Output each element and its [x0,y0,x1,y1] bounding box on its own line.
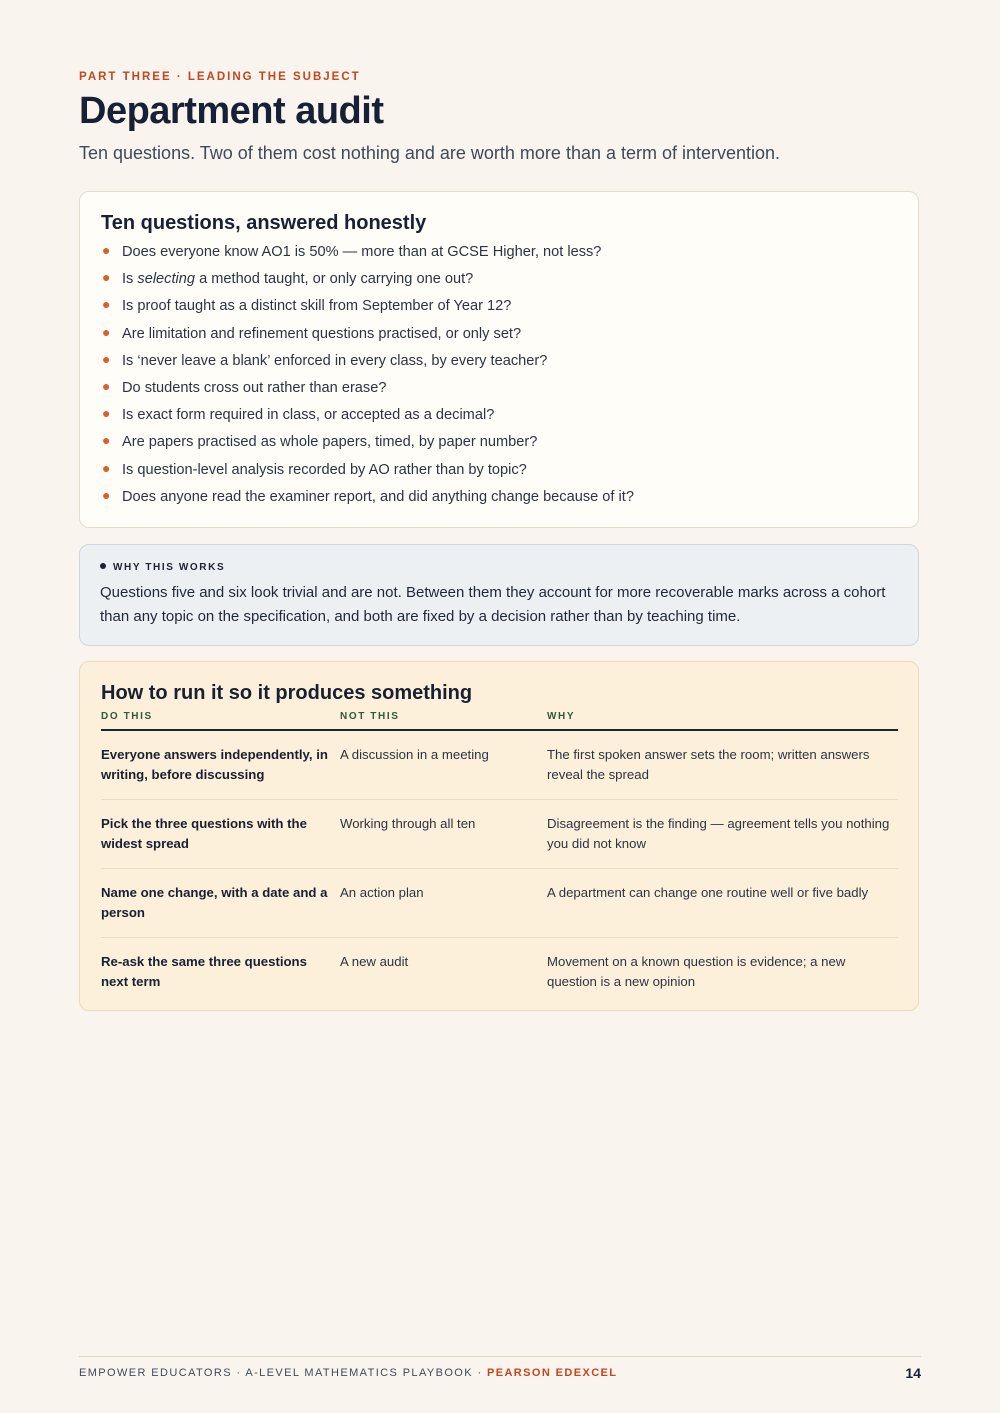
cell-not: An action plan [340,869,547,938]
footer-series: EMPOWER EDUCATORS · A-LEVEL MATHEMATICS PLAYBOOK · [79,1367,487,1379]
footer-brand: PEARSON EDEXCEL [486,1367,618,1379]
bullet-icon: ● [102,296,111,313]
question-emphasis: selecting [137,271,196,288]
list-item [101,405,901,432]
column-header-why: WHY [547,711,898,730]
cell-why: A department can change one routine well or five badly [547,869,898,938]
cell-do: Pick the three questions with the widest spread [101,800,340,869]
list-item [101,351,901,378]
question-text: Do students cross out rather than erase? [122,379,387,396]
question-text: Is proof taught as a distinct skill from September of Year 12? [122,298,512,315]
cell-why: The first spoken answer sets the room; written answers reveal the spread [547,730,898,800]
list-item [101,460,901,487]
question-text: Does everyone know AO1 is 50% — more than at GCSE Higher, not less? [122,244,602,260]
questions-heading: Ten questions, answered honestly [101,212,427,234]
page-number: 14 [905,1365,921,1381]
bullet-icon: ● [102,459,111,476]
bullet-icon: ● [102,405,111,422]
why-label-text: WHY THIS WORKS [113,562,226,573]
list-item [101,324,901,351]
footer-text [79,1367,617,1379]
question-text: Are limitation and refinement questions practised, or only set? [122,325,522,342]
table-header-row [101,711,898,730]
table-row [101,869,898,938]
question-text: Are papers practised as whole papers, timed, by paper number? [122,434,538,451]
list-item [101,269,901,296]
list-item [101,432,901,459]
list-item [101,242,901,269]
page-title: Department audit [79,90,384,132]
cell-not: A discussion in a meeting [340,730,547,800]
question-text: Is [122,271,138,288]
column-header-not: NOT THIS [340,711,547,730]
why-label [100,562,225,573]
cell-do: Name one change, with a date and a person [101,869,340,938]
cell-do: Re-ask the same three questions next term [101,954,307,989]
bullet-icon: ● [102,350,111,367]
cell-why: Movement on a known question is evidence; a new question is a new opinion [547,954,846,989]
bullet-icon: ● [102,323,111,340]
bullet-icon: ● [102,269,111,286]
questions-list [101,242,901,514]
section-kicker: PART THREE · LEADING THE SUBJECT [79,71,361,83]
why-body: Questions five and six look trivial and are not. Between them they account for more recoverable marks across a cohort than any topic on the specification, and both are fixed by a decision rather than by teaching time. [100,584,886,625]
cell-why: Disagreement is the finding — agreement tells you nothing you did not know [547,800,898,869]
dot-icon [100,563,106,569]
question-text: Is ‘never leave a blank’ enforced in every class, by every teacher? [122,352,548,369]
bullet-icon: ● [102,432,111,449]
bullet-icon: ● [102,377,111,394]
page-subtitle: Ten questions. Two of them cost nothing and are worth more than a term of intervention. [79,143,781,163]
cell-not: A new audit [340,954,409,969]
list-item [101,378,901,405]
list-item [101,487,901,514]
bullet-icon: ● [102,486,111,503]
question-text: Does anyone read the examiner report, and did anything change because of it? [122,488,634,505]
footer-divider [79,1356,921,1357]
list-item [101,296,901,323]
bullet-icon: ● [102,242,111,258]
table-row [101,938,898,1007]
cell-do: Everyone answers independently, in writing, before discussing [101,730,340,800]
how-table [101,711,898,1006]
table-row [101,730,898,800]
question-text: a method taught, or only carrying one out? [195,271,474,288]
question-text: Is exact form required in class, or accepted as a decimal? [122,407,495,424]
cell-not: Working through all ten [340,800,547,869]
column-header-do: DO THIS [101,711,340,730]
question-text: Is question-level analysis recorded by AO rather than by topic? [122,461,527,478]
table-row [101,800,898,869]
how-heading: How to run it so it produces something [101,682,473,704]
